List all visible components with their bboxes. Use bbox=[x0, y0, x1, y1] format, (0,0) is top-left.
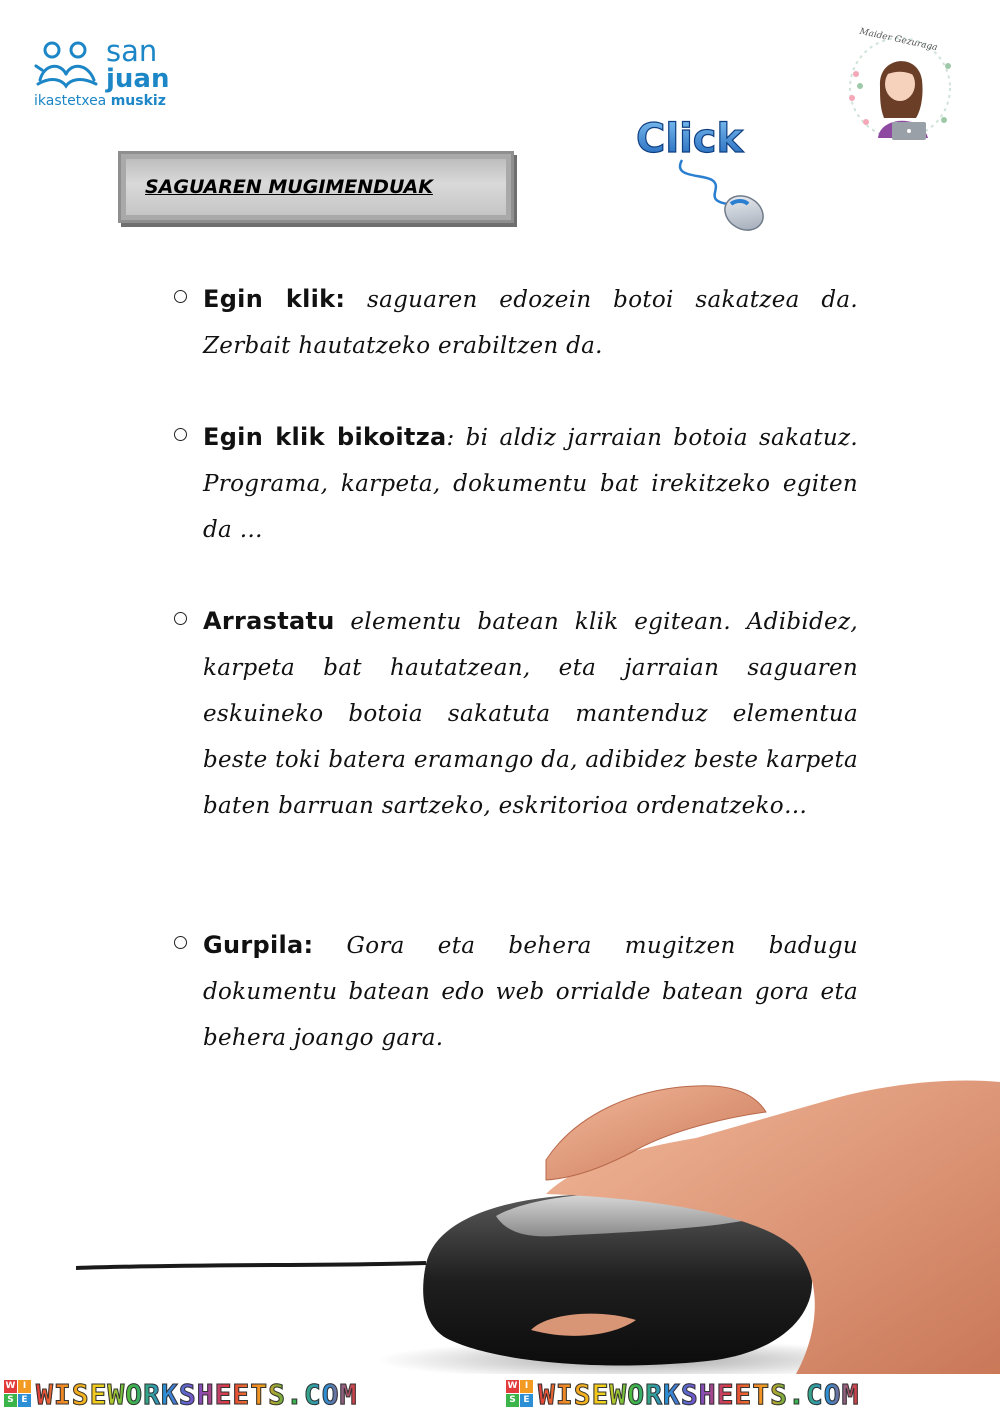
badge-letter: W bbox=[5, 1381, 16, 1391]
circle-bullet-icon bbox=[174, 428, 187, 441]
watermark-text: WISEWORKSHEETS.COM bbox=[36, 1377, 358, 1411]
watermark-1 bbox=[4, 1378, 357, 1410]
circle-bullet-icon bbox=[174, 936, 187, 949]
teacher-avatar bbox=[838, 26, 968, 144]
watermark-text: WISEWORKSHEETS.COM bbox=[538, 1377, 860, 1411]
title-box bbox=[118, 151, 514, 223]
wiseworksheets-logo-icon bbox=[4, 1380, 32, 1408]
click-label: Click bbox=[636, 116, 744, 162]
list-item-click bbox=[174, 276, 858, 369]
page-title: SAGUAREN MUGIMENDUAK bbox=[145, 176, 433, 198]
badge-letter: I bbox=[18, 1380, 31, 1393]
item-term: Arrastatu bbox=[203, 607, 335, 635]
list-item-drag bbox=[174, 598, 858, 829]
item-description: elementu batean klik egitean. Adibidez, karpeta bat hautatzean, eta jarraian saguaren eskuineko botoia sakatuta mantenduz elementua beste toki batera eramango da, adibidez beste karpeta baten barruan sartzeko, eskritorioa ordenatzeko… bbox=[203, 609, 858, 819]
teacher-with-laptop-icon bbox=[838, 26, 968, 144]
item-term: Egin klik: bbox=[203, 285, 346, 313]
logo-line-juan: juan bbox=[106, 64, 170, 94]
logo-line-bottom bbox=[34, 93, 166, 109]
logo-ikastetxea: ikastetxea bbox=[34, 93, 107, 109]
item-text bbox=[203, 414, 858, 553]
avatar-signature: Maider Gezuraga bbox=[858, 26, 939, 54]
item-description: saguaren edozein botoi sakatzea da. Zerbait hautatzeko erabiltzen da. bbox=[203, 287, 858, 359]
badge-letter: I bbox=[520, 1380, 533, 1393]
hand-mouse-photo bbox=[76, 1068, 1000, 1374]
circle-bullet-icon bbox=[174, 612, 187, 625]
mouse-click-icon bbox=[632, 108, 782, 238]
badge-letter: S bbox=[4, 1394, 17, 1407]
watermark-2 bbox=[506, 1378, 859, 1410]
item-text bbox=[203, 922, 858, 1061]
school-logo bbox=[34, 34, 184, 116]
circle-bullet-icon bbox=[174, 290, 187, 303]
click-illustration bbox=[632, 108, 782, 238]
badge-letter: S bbox=[506, 1394, 519, 1407]
item-description: Gora eta behera mugitzen badugu dokumentu batean edo web orrialde batean gora eta behera joango gara. bbox=[203, 933, 858, 1051]
badge-letter: W bbox=[507, 1381, 518, 1391]
hand-on-mouse-icon bbox=[76, 1068, 1000, 1374]
item-text bbox=[203, 276, 858, 369]
item-text bbox=[203, 598, 858, 829]
item-description: : bi aldiz jarraian botoia sakatuz. Programa, karpeta, dokumentu bat irekitzeko egiten da … bbox=[203, 425, 859, 543]
list-item-double-click bbox=[174, 414, 858, 553]
badge-letter: E bbox=[18, 1394, 31, 1407]
list-item-wheel bbox=[174, 922, 858, 1061]
badge-letter: E bbox=[520, 1394, 533, 1407]
item-term: Gurpila: bbox=[203, 931, 314, 959]
wiseworksheets-logo-icon bbox=[506, 1380, 534, 1408]
logo-muskiz: muskiz bbox=[110, 93, 166, 109]
reading-children-icon bbox=[34, 36, 102, 92]
logo-line-san: san bbox=[106, 34, 158, 68]
item-term: Egin klik bikoitza bbox=[203, 423, 447, 451]
footer-watermark bbox=[0, 1376, 1000, 1413]
